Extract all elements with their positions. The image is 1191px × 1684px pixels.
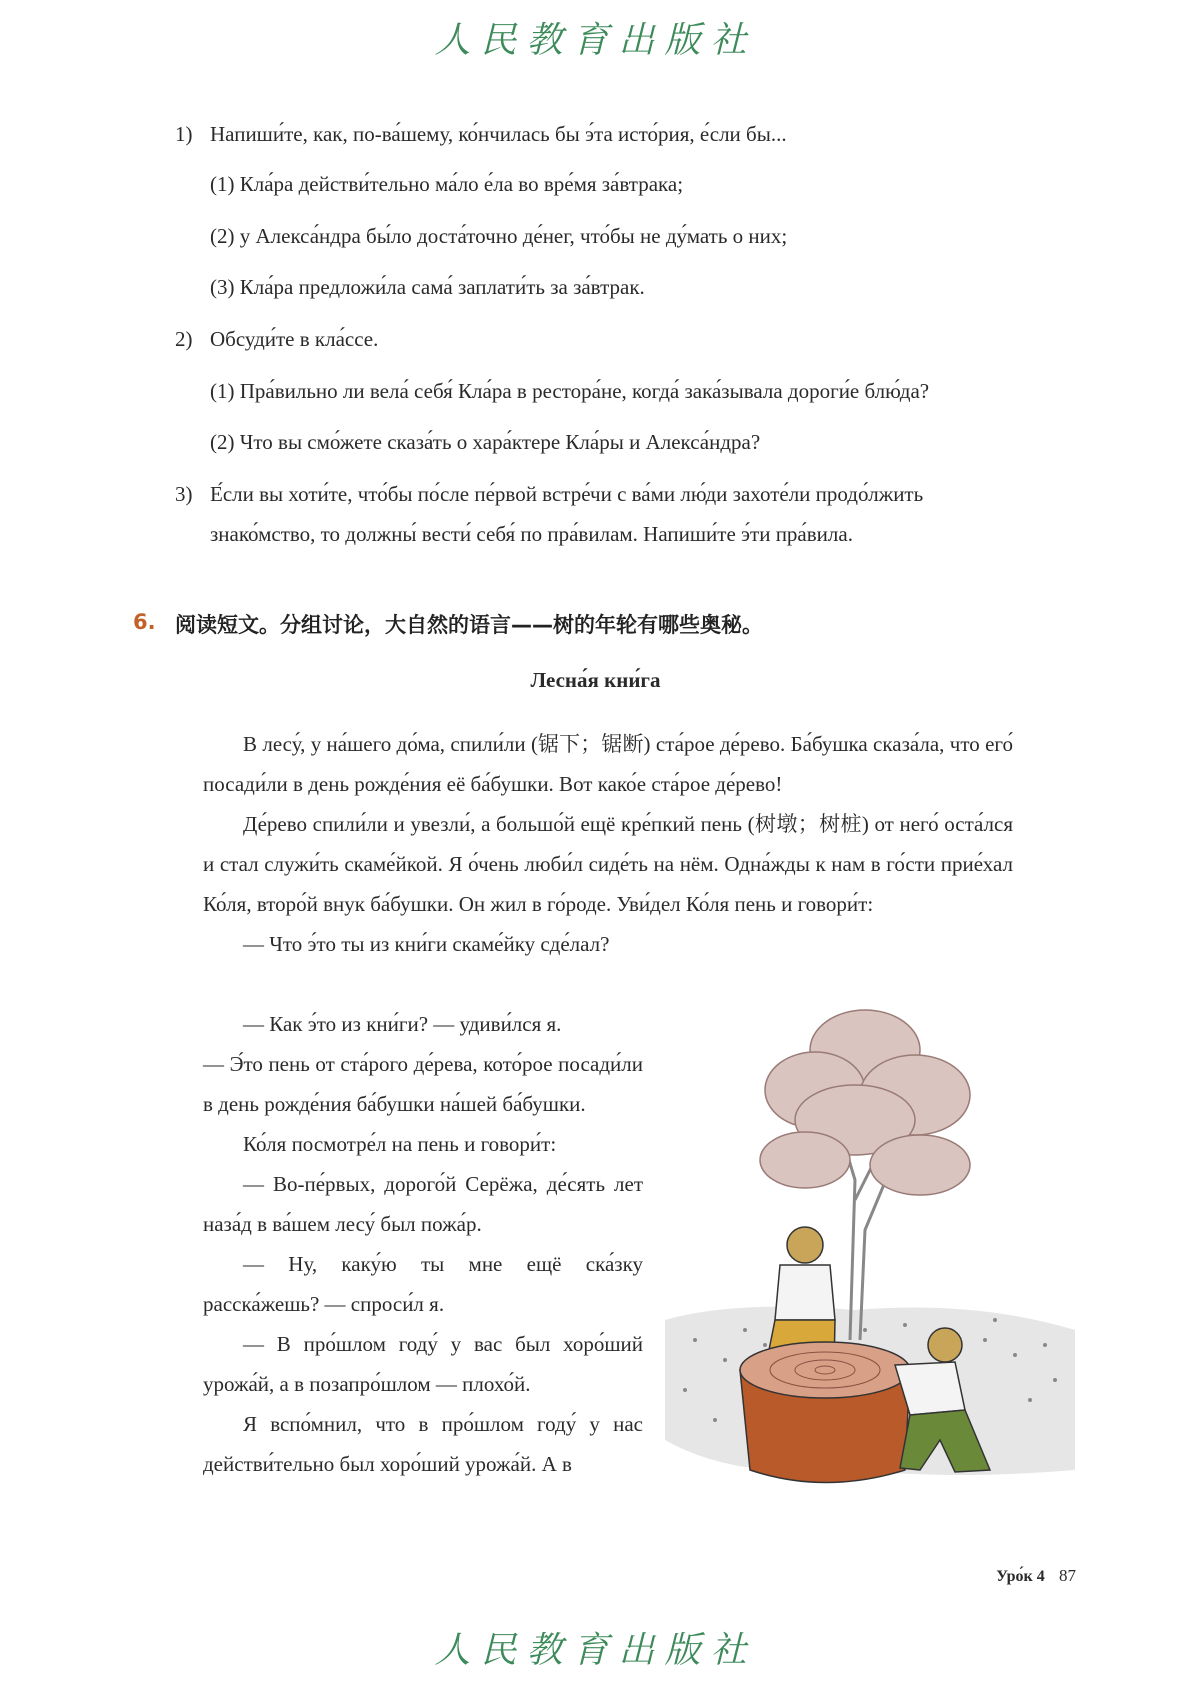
exercise-number: 6. (133, 610, 156, 634)
tree-stump-illustration (655, 1000, 1085, 1500)
story-paragraph-3: — Что э́то ты из кни́ги скаме́йку сде́лал? (243, 932, 610, 956)
lesson-label: Уро́к 4 (996, 1568, 1045, 1585)
task-1-number: 1) (175, 122, 193, 146)
story-full-width-text (203, 724, 1013, 964)
task-2-text: Обсуди́те в кла́ссе. (210, 327, 379, 351)
task-3-text-line-1: Е́сли вы хоти́те, что́бы по́сле пе́рвой встре́чи с ва́ми лю́ди захоте́ли продо́лжить (210, 482, 924, 506)
story-narrow-text (203, 1004, 643, 1484)
story-paragraph-10: Я вспо́мнил, что в про́шлом году́ у нас действи́тельно был хоро́ший урожа́й. А в (203, 1412, 643, 1476)
task-1-item-2: (2) у Алекса́ндра бы́ло доста́точно де́нег, что́бы не ду́мать о них; (210, 224, 788, 248)
task-2-number: 2) (175, 327, 193, 351)
task-1-item-3: (3) Кла́ра предложи́ла сама́ заплати́ть за за́втрак. (210, 275, 645, 299)
publisher-logo-bottom: 人民教育出版社 (434, 1630, 757, 1671)
exercise-title: 阅读短文。分组讨论，大自然的语言——树的年轮有哪些奥秘。 (175, 613, 763, 637)
page-number: 87 (1059, 1566, 1076, 1585)
story-paragraph-4: — Как э́то из кни́ги? — удиви́лся я. (243, 1012, 562, 1036)
story-paragraph-8: — Ну, каку́ю ты мне ещё ска́зку расска́жешь? — спроси́л я. (203, 1252, 643, 1316)
page-footer (996, 1566, 1076, 1586)
task-3-text-line-2: знако́мство, то должны́ вести́ себя́ по пра́вилам. Напиши́те э́ти пра́вила. (210, 522, 853, 546)
story-paragraph-9: — В про́шлом году́ у вас был хоро́ший урожа́й, а в позапро́шлом — плохо́й. (203, 1332, 643, 1396)
tree-crown (760, 1010, 970, 1195)
tree-stump (740, 1342, 910, 1483)
story-paragraph-7: — Во-пе́рвых, дорого́й Серёжа, де́сять лет наза́д в ва́шем лесу́ был пожа́р. (203, 1172, 643, 1236)
task-2-item-2: (2) Что вы смо́жете сказа́ть о хара́ктере Кла́ры и Алекса́ндра? (210, 430, 761, 454)
story-paragraph-1: В лесу́, у на́шего до́ма, спили́ли (锯下；锯断) ста́рое де́рево. Ба́бушка сказа́ла, что его́ посади́ли в день рожде́ния её ба́бушки. Вот како́е ста́рое де́рево! (203, 732, 1013, 796)
story-paragraph-6: Ко́ля посмотре́л на пень и говори́т: (243, 1132, 557, 1156)
task-2-item-1: (1) Пра́вильно ли вела́ себя́ Кла́ра в рестора́не, когда́ зака́зывала дороги́е блю́да? (210, 379, 930, 403)
story-paragraph-5: — Э́то пень от ста́рого де́рева, кото́рое посади́ли в день рожде́ния ба́бушки на́шей ба́бушки. (203, 1052, 643, 1116)
publisher-logo: 人民教育出版社 (434, 20, 757, 61)
task-3-number: 3) (175, 482, 193, 506)
task-1-item-1: (1) Кла́ра действи́тельно ма́ло е́ла во вре́мя за́втрака; (210, 172, 684, 196)
task-1-text: Напиши́те, как, по-ва́шему, ко́нчилась бы э́та исто́рия, е́сли бы... (210, 122, 787, 146)
story-title: Лесна́я кни́га (530, 668, 661, 692)
story-paragraph-2: Де́рево спили́ли и увезли́, а большо́й ещё кре́пкий пень (树墩；树桩) от него́ оста́лся и стал служи́ть скаме́йкой. Я о́чень люби́л сиде́ть на нём. Одна́жды к нам в го́сти прие́хал Ко́ля, второ́й внук ба́бушки. Он жил в го́роде. Уви́дел Ко́ля пень и говори́т: (203, 812, 1013, 916)
